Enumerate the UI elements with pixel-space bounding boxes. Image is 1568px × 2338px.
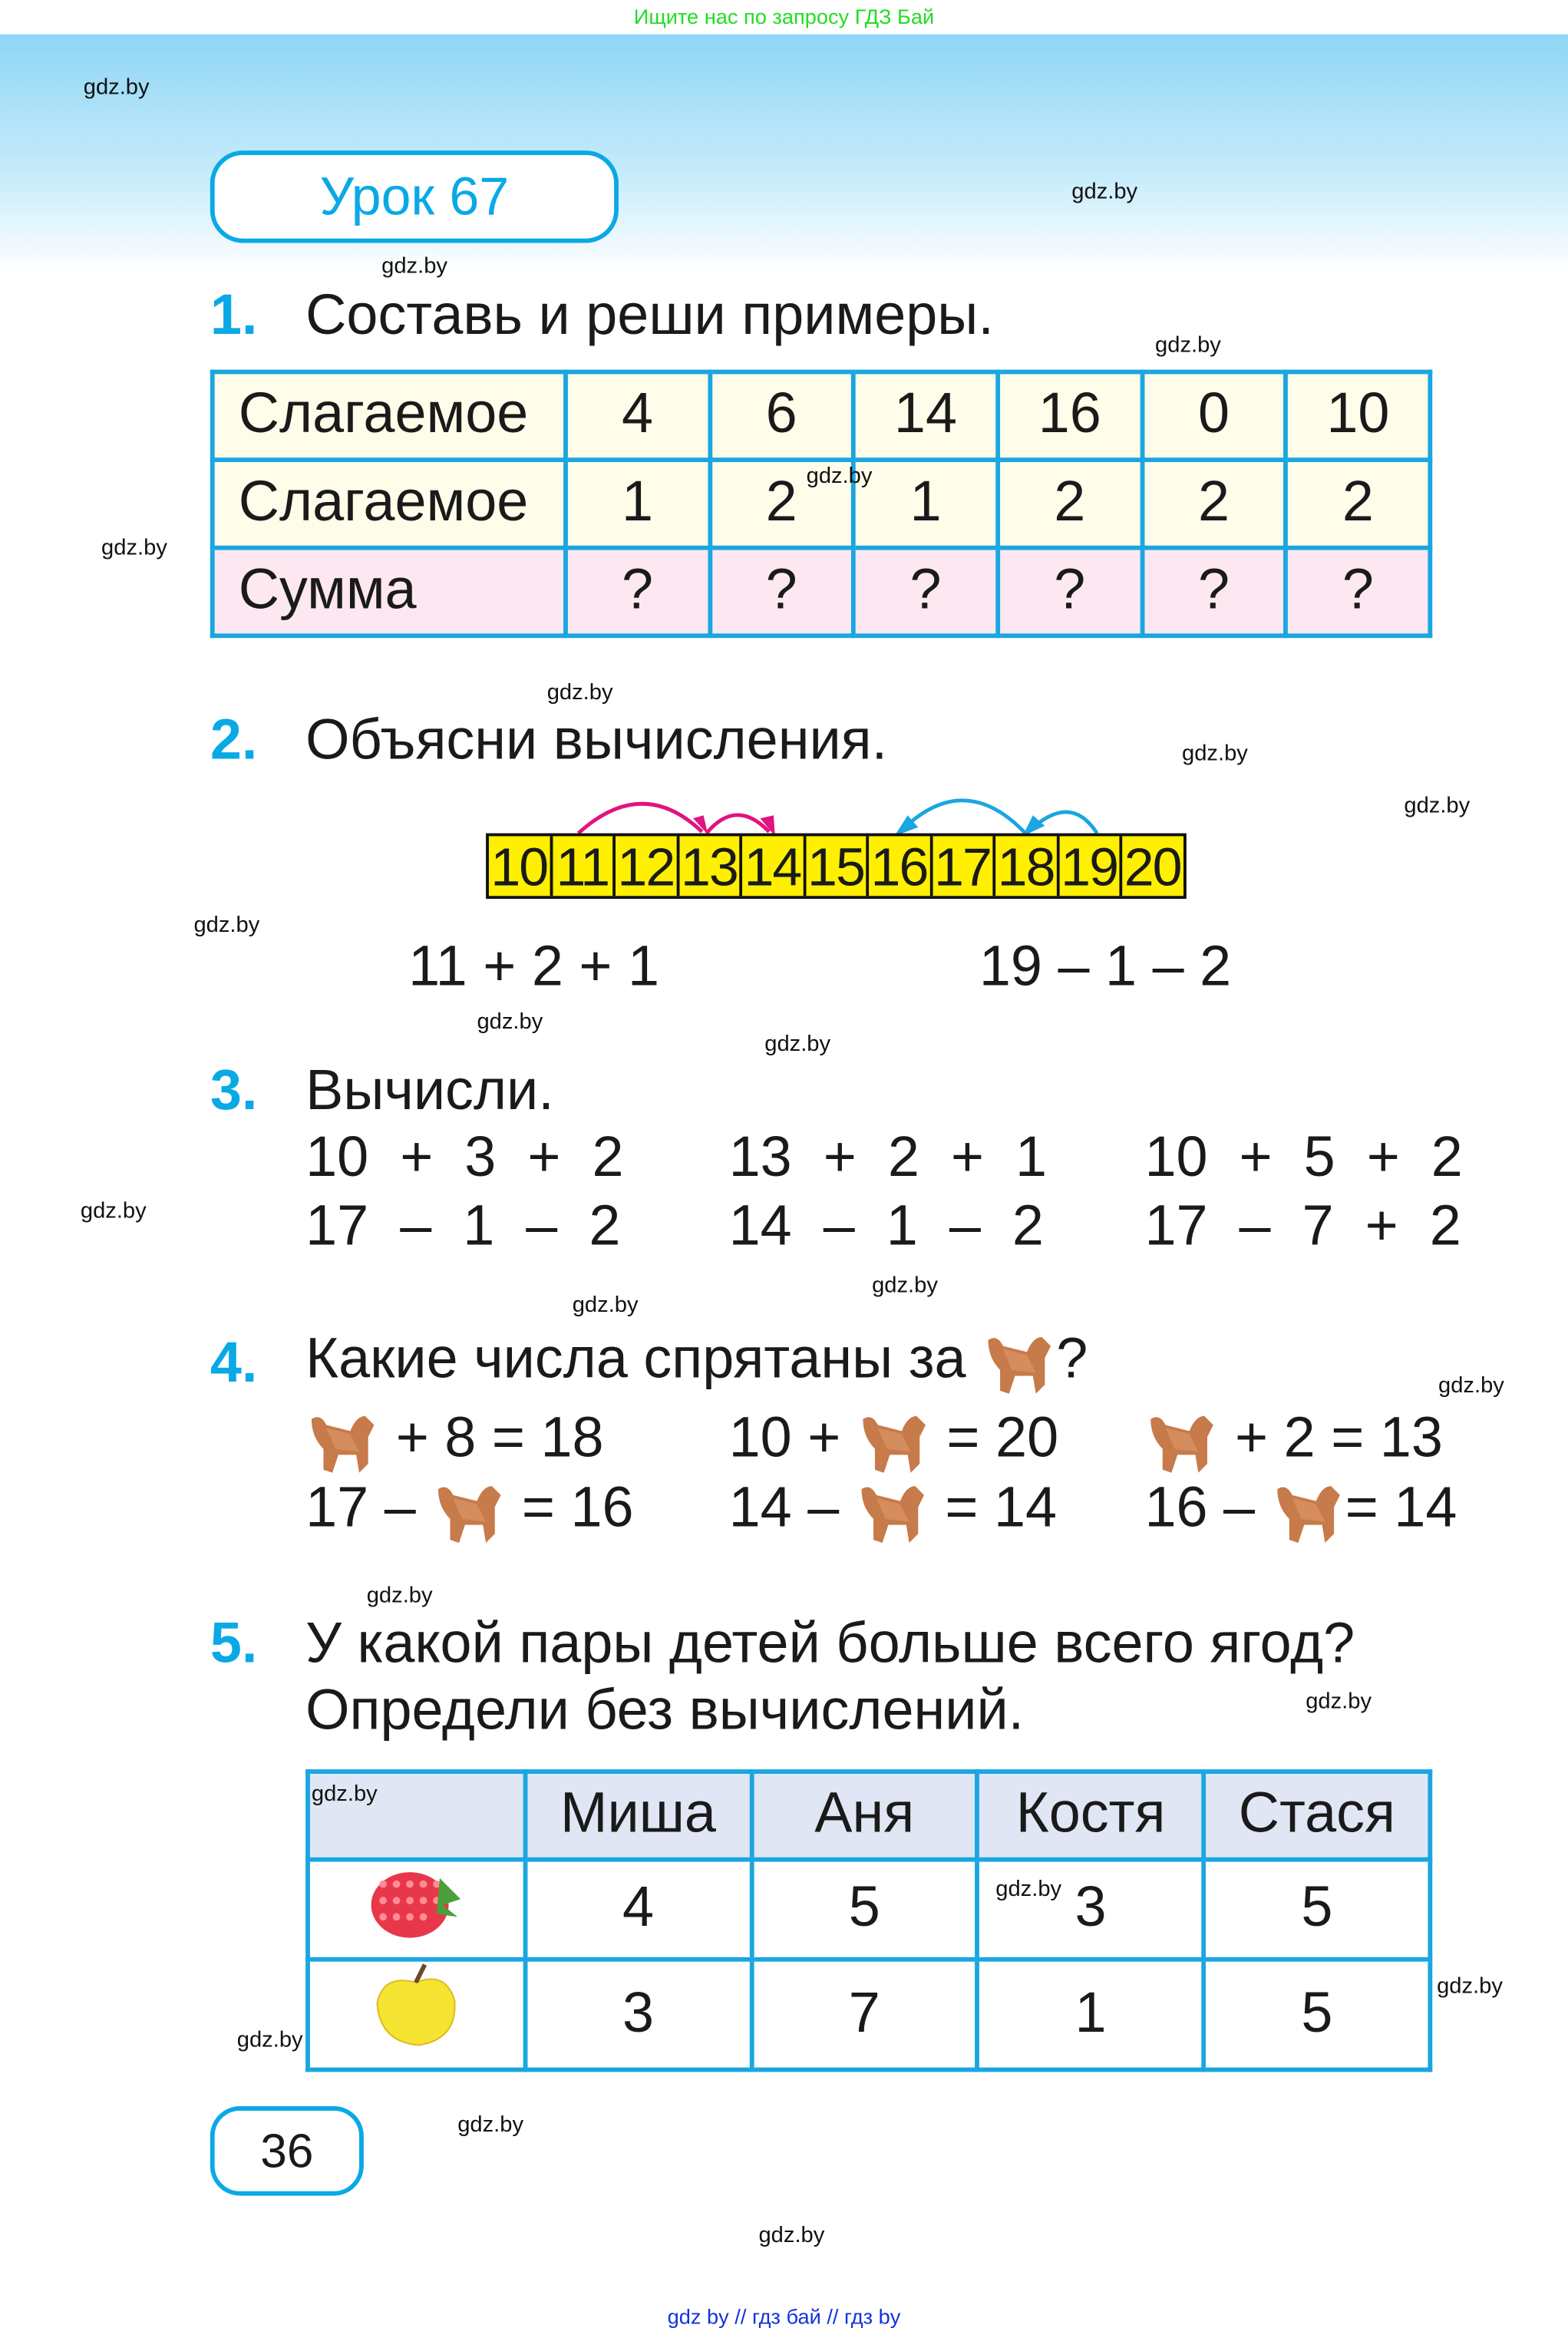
watermark[interactable]: gdz.by	[457, 2112, 524, 2138]
row-label: Слагаемое	[213, 372, 566, 461]
number-line-cell: 10	[489, 836, 553, 896]
table-cell: 6	[709, 372, 853, 461]
equation-right: = 14	[1345, 1477, 1457, 1541]
equation-right: + 2 = 13	[1219, 1407, 1443, 1470]
number-line-cell: 17	[933, 836, 996, 896]
page-number: 36	[210, 2106, 364, 2196]
equation-left: 17 –	[305, 1477, 432, 1541]
task-5-number: 5.	[210, 1613, 258, 1676]
table-cell: 10	[1286, 372, 1430, 461]
task-1-number: 1.	[210, 284, 258, 348]
hidden-number-icon	[1144, 1404, 1219, 1478]
hidden-number-icon	[1271, 1474, 1345, 1549]
table-cell: 2	[1286, 460, 1430, 548]
equation-right: = 20	[930, 1407, 1059, 1470]
question-mark: ?	[1056, 1328, 1088, 1391]
expression: 10 + 3 + 2	[305, 1127, 624, 1190]
table-cell: 1	[978, 1960, 1204, 2069]
task-4-number: 4.	[210, 1332, 258, 1395]
row-label: Сумма	[213, 548, 566, 636]
equation-left: 10 +	[728, 1407, 857, 1470]
watermark[interactable]: gdz.by	[83, 74, 150, 101]
table-cell: 5	[1203, 1960, 1430, 2069]
task-5-line-2: Определи без вычислений.	[305, 1679, 1025, 1743]
expression: 11 + 2 + 1	[408, 936, 660, 999]
equation	[729, 1404, 1058, 1478]
table-cell: ?	[709, 548, 853, 636]
apple-icon	[308, 1960, 525, 2069]
column-header: Костя	[978, 1772, 1204, 1860]
top-banner[interactable]: Ищите нас по запросу ГДЗ Бай	[633, 4, 935, 28]
number-line-cell: 19	[1059, 836, 1123, 896]
table-cell: 1	[566, 460, 710, 548]
watermark[interactable]: gdz.by	[366, 1583, 433, 1609]
expression: 13 + 2 + 1	[728, 1127, 1048, 1190]
lesson-title: Урок 67	[210, 150, 619, 243]
equation-left: 16 –	[1144, 1477, 1271, 1541]
equation	[729, 1474, 1057, 1549]
watermark[interactable]: gdz.by	[193, 912, 260, 938]
expression: 17 – 7 + 2	[1144, 1195, 1461, 1259]
task-4-text	[305, 1325, 1088, 1399]
watermark[interactable]: gdz.by	[101, 535, 167, 561]
table-cell: ?	[1142, 548, 1286, 636]
table-cell: ?	[853, 548, 998, 636]
equation-right: = 16	[506, 1477, 634, 1541]
watermark[interactable]: gdz.by	[1155, 332, 1221, 358]
watermark[interactable]: gdz.by	[1071, 179, 1138, 205]
number-line-cell: 11	[553, 836, 616, 896]
task-1-text: Составь и реши примеры.	[305, 284, 994, 348]
footer-links[interactable]: gdz by // гдз бай // гдз by	[667, 2304, 901, 2329]
table-cell: ?	[998, 548, 1142, 636]
task-1-table	[210, 370, 1432, 639]
watermark[interactable]: gdz.by	[1438, 1372, 1504, 1399]
arrow-18-to-16	[899, 801, 1025, 834]
number-line-cell: 20	[1122, 836, 1183, 896]
watermark[interactable]: gdz.by	[1404, 793, 1471, 819]
expression: 10 + 5 + 2	[1144, 1127, 1463, 1190]
task-2-number: 2.	[210, 709, 258, 772]
column-header: Стася	[1203, 1772, 1430, 1860]
column-header: Миша	[525, 1772, 751, 1860]
arrow-13-to-14	[707, 815, 770, 834]
table-cell: 2	[1142, 460, 1286, 548]
hidden-number-icon	[431, 1474, 506, 1549]
table-row	[308, 1860, 1430, 1960]
number-line-cell: 15	[806, 836, 870, 896]
task-2-text: Объясни вычисления.	[305, 709, 888, 772]
header-row	[308, 1772, 1430, 1860]
watermark[interactable]: gdz.by	[764, 1031, 831, 1057]
watermark[interactable]: gdz.by	[477, 1009, 543, 1035]
watermark[interactable]: gdz.by	[572, 1292, 639, 1318]
number-line-cell: 16	[869, 836, 933, 896]
equation-left: 14 –	[728, 1477, 855, 1541]
table-cell: 5	[1203, 1860, 1430, 1960]
table-cell: 3	[978, 1860, 1204, 1960]
number-line-cell: 13	[679, 836, 743, 896]
table-row	[213, 548, 1431, 636]
hidden-number-icon	[305, 1404, 380, 1478]
task-3-number: 3.	[210, 1059, 258, 1123]
table-cell: ?	[1286, 548, 1430, 636]
table-cell: 5	[751, 1860, 978, 1960]
watermark[interactable]: gdz.by	[806, 463, 873, 489]
task-5-line-1: У какой пары детей больше всего ягод?	[305, 1613, 1355, 1676]
number-line-cell: 14	[742, 836, 806, 896]
arrow-11-to-13	[578, 804, 701, 833]
column-header: Аня	[751, 1772, 978, 1860]
table-cell: 14	[853, 372, 998, 461]
table-cell: ?	[566, 548, 710, 636]
number-line-cell: 12	[616, 836, 679, 896]
table-cell: 0	[1142, 372, 1286, 461]
watermark[interactable]: gdz.by	[1437, 1973, 1503, 2000]
watermark[interactable]: gdz.by	[236, 2027, 303, 2053]
table-cell: 2	[709, 460, 853, 548]
equation	[305, 1474, 633, 1549]
equation	[305, 1404, 603, 1478]
number-line-cell: 18	[995, 836, 1059, 896]
hidden-number-icon	[982, 1325, 1056, 1399]
task-3-text: Вычисли.	[305, 1059, 554, 1123]
table-cell: 2	[998, 460, 1142, 548]
equation-right: = 14	[929, 1477, 1058, 1541]
watermark[interactable]: gdz.by	[872, 1273, 938, 1299]
watermark[interactable]: gdz.by	[995, 1876, 1062, 1902]
raspberry-icon	[308, 1860, 525, 1960]
expression: 19 – 1 – 2	[979, 936, 1232, 999]
watermark[interactable]: gdz.by	[381, 253, 447, 279]
table-cell: 4	[525, 1860, 751, 1960]
watermark[interactable]: gdz.by	[80, 1198, 147, 1224]
table-row	[213, 372, 1431, 461]
watermark[interactable]: gdz.by	[1306, 1689, 1372, 1715]
equation	[1144, 1404, 1442, 1478]
task-5-table	[305, 1769, 1432, 2072]
table-cell: 4	[566, 372, 710, 461]
watermark[interactable]: gdz.by	[1182, 741, 1248, 767]
watermark[interactable]: gdz.by	[311, 1781, 378, 1807]
row-label: Слагаемое	[213, 460, 566, 548]
table-row	[308, 1960, 1430, 2069]
table-cell: 3	[525, 1960, 751, 2069]
expression: 14 – 1 – 2	[728, 1195, 1044, 1259]
watermark[interactable]: gdz.by	[758, 2222, 825, 2248]
hidden-number-icon	[855, 1474, 929, 1549]
equation	[1144, 1474, 1457, 1549]
equation-right: + 8 = 18	[380, 1407, 604, 1470]
task-4-question: Какие числа спрятаны за	[305, 1328, 966, 1391]
table-cell: 1	[853, 460, 998, 548]
watermark[interactable]: gdz.by	[546, 679, 613, 705]
expression: 17 – 1 – 2	[305, 1195, 621, 1259]
table-cell: 7	[751, 1960, 978, 2069]
number-line	[486, 834, 1186, 899]
hidden-number-icon	[857, 1404, 931, 1478]
table-cell: 16	[998, 372, 1142, 461]
